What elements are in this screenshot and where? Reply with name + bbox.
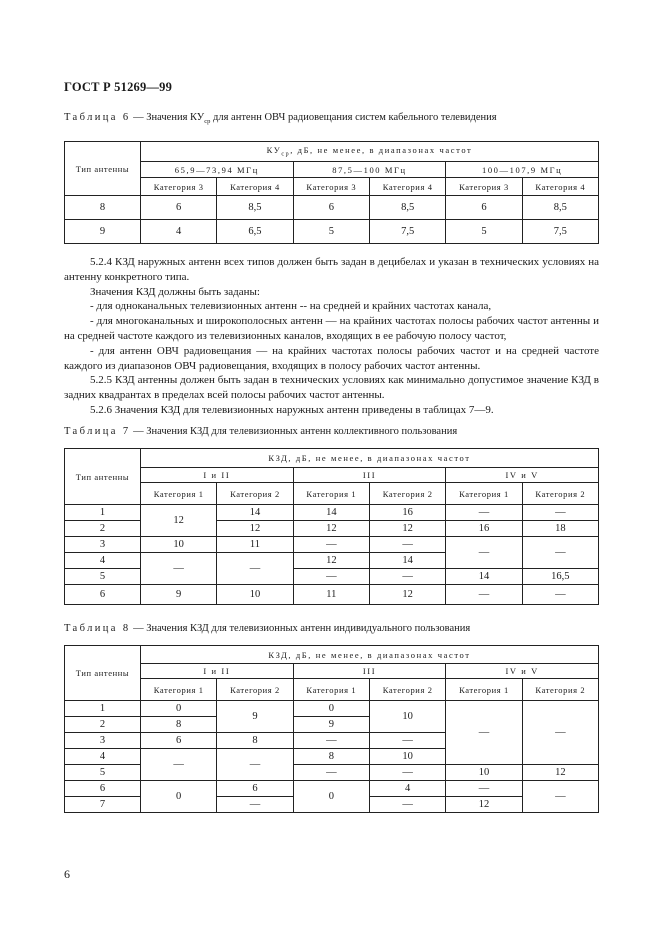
- table-cell: —: [522, 701, 598, 765]
- table-row: [65, 537, 599, 553]
- table-cell: —: [522, 505, 598, 521]
- table7-band-2: III: [293, 468, 446, 483]
- table-cell: —: [141, 553, 217, 585]
- table8-group-header: КЗД, дБ, не менее, в диапазонах частот: [141, 646, 599, 664]
- table-cell: 7: [65, 797, 141, 813]
- table-cell: 12: [141, 505, 217, 537]
- table-cell: —: [446, 781, 522, 797]
- table-cell: 4: [65, 553, 141, 569]
- table-cell: 2: [65, 717, 141, 733]
- table-row: [65, 781, 599, 797]
- table-cell: 10: [369, 749, 445, 765]
- table8-col-type: Тип антенны: [65, 646, 141, 701]
- table-cell: 16,5: [522, 569, 598, 585]
- table-cell: —: [141, 749, 217, 781]
- table7-caption: [64, 426, 457, 437]
- table-cell: 9: [217, 701, 293, 733]
- table-cell: —: [369, 765, 445, 781]
- table7-col-type: Тип антенны: [65, 449, 141, 505]
- table7-band-1: I и II: [141, 468, 294, 483]
- table-cell: 12: [522, 765, 598, 781]
- table-cell: 5: [446, 220, 522, 244]
- table-cell: 11: [293, 585, 369, 605]
- table-cell: 8,5: [522, 196, 598, 220]
- table-cell: 10: [141, 537, 217, 553]
- table8-band-3: IV и V: [446, 664, 599, 679]
- table-cell: —: [369, 537, 445, 553]
- table-cell: 12: [369, 585, 445, 605]
- table7: [64, 448, 599, 605]
- table8-cat: Категория 2: [522, 679, 598, 701]
- paragraph: - для многоканальных и широкополосных антенн — на крайних частотах полосы рабочих частот антенны и на средней частоте каждого из телевизионных каналов, входящих в ее рабочую полосу частот,: [64, 315, 599, 342]
- table6-band-1: 65,9—73,94 МГц: [141, 162, 294, 178]
- table-cell: 8: [217, 733, 293, 749]
- table-cell: 6,5: [217, 220, 293, 244]
- table-cell: 8: [141, 717, 217, 733]
- table-cell: 0: [141, 701, 217, 717]
- table-cell: —: [446, 537, 522, 569]
- table6-cat: Категория 4: [369, 178, 445, 196]
- paragraph: 5.2.6 Значения КЗД для телевизионных наружных антенн приведены в таблицах 7—9.: [90, 403, 494, 416]
- table-cell: 3: [65, 537, 141, 553]
- table-cell: 14: [369, 553, 445, 569]
- table-cell: 10: [369, 701, 445, 733]
- table8-caption: [64, 623, 470, 634]
- table-row: [65, 220, 599, 244]
- table6-cat: Категория 4: [522, 178, 598, 196]
- table6-cat: Категория 3: [293, 178, 369, 196]
- table-cell: 9: [141, 585, 217, 605]
- table-cell: 12: [293, 553, 369, 569]
- table-cell: 4: [369, 781, 445, 797]
- table-cell: 3: [65, 733, 141, 749]
- table6: [64, 141, 599, 244]
- table-cell: 8,5: [369, 196, 445, 220]
- table8-band-2: III: [293, 664, 446, 679]
- table6-caption: [64, 112, 497, 125]
- table-cell: 8: [293, 749, 369, 765]
- page-number: 6: [64, 867, 70, 881]
- table7-band-3: IV и V: [446, 468, 599, 483]
- table8-caption-text: — Значения КЗД для телевизионных антенн индивидуального пользования: [130, 623, 471, 634]
- table-cell: 6: [65, 585, 141, 605]
- table-cell: 1: [65, 701, 141, 717]
- table8-cat: Категория 1: [141, 679, 217, 701]
- table-cell: 16: [446, 521, 522, 537]
- table6-band-2: 87,5—100 МГц: [293, 162, 446, 178]
- table-cell: —: [293, 569, 369, 585]
- paragraph: - для одноканальных телевизионных антенн -- на средней и крайних частотах канала,: [90, 300, 492, 313]
- table8-cat: Категория 2: [217, 679, 293, 701]
- table-cell: —: [446, 701, 522, 765]
- table6-caption-text: — Значения КУ: [130, 112, 205, 123]
- table6-band-3: 100—107,9 МГц: [446, 162, 599, 178]
- paragraph: Значения КЗД должны быть заданы:: [90, 285, 260, 298]
- table8-cat: Категория 1: [293, 679, 369, 701]
- table-cell: 12: [369, 521, 445, 537]
- table-cell: 12: [293, 521, 369, 537]
- table7-cat: Категория 2: [369, 483, 445, 505]
- table-cell: 4: [141, 220, 217, 244]
- table-cell: —: [522, 537, 598, 569]
- table-cell: 7,5: [369, 220, 445, 244]
- table-row: [65, 585, 599, 605]
- table8-band-1: I и II: [141, 664, 294, 679]
- paragraph: 5.2.4 КЗД наружных антенн всех типов должен быть задан в децибелах и указан в технических условиях на антенну конкретного типа.: [64, 256, 599, 283]
- table-cell: 5: [65, 569, 141, 585]
- table-cell: 10: [217, 585, 293, 605]
- table-cell: 6: [141, 733, 217, 749]
- table-cell: 0: [141, 781, 217, 813]
- table8: [64, 645, 599, 813]
- table6-cat: Категория 4: [217, 178, 293, 196]
- table-cell: 7,5: [522, 220, 598, 244]
- table6-caption-prefix: Таблица 6: [64, 112, 131, 123]
- table-cell: 12: [446, 797, 522, 813]
- table-row: [65, 701, 599, 717]
- table7-cat: Категория 2: [217, 483, 293, 505]
- table-cell: 6: [141, 196, 217, 220]
- table8-caption-prefix: Таблица 8: [64, 623, 131, 634]
- table-row: [65, 196, 599, 220]
- paragraph: 5.2.5 КЗД антенны должен быть задан в технических условиях как минимально допустимое значение КЗД в задних квадрантах в пределах всей полосы рабочих частот антенны.: [64, 374, 599, 402]
- table-cell: —: [217, 749, 293, 781]
- table-cell: —: [522, 585, 598, 605]
- table8-cat: Категория 2: [369, 679, 445, 701]
- table-cell: 6: [217, 781, 293, 797]
- table7-caption-prefix: Таблица 7: [64, 426, 131, 437]
- table-cell: 5: [293, 220, 369, 244]
- table6-cat: Категория 3: [446, 178, 522, 196]
- table-cell: —: [446, 585, 522, 605]
- table-cell: —: [217, 797, 293, 813]
- table-cell: 10: [446, 765, 522, 781]
- table-cell: 8,5: [217, 196, 293, 220]
- table-cell: —: [293, 537, 369, 553]
- table-cell: —: [522, 781, 598, 813]
- table6-cat: Категория 3: [141, 178, 217, 196]
- table6-col-type: Тип антенны: [65, 142, 141, 196]
- table-cell: 6: [446, 196, 522, 220]
- table-cell: 0: [293, 701, 369, 717]
- table-cell: —: [446, 505, 522, 521]
- table-cell: —: [217, 553, 293, 585]
- table7-cat: Категория 1: [446, 483, 522, 505]
- table-cell: —: [369, 797, 445, 813]
- table8-cat: Категория 1: [446, 679, 522, 701]
- table6-caption-rest: для антенн ОВЧ радиовещания систем кабельного телевидения: [210, 112, 497, 123]
- paragraph: - для антенн ОВЧ радиовещания — на крайних частотах полосы рабочих частот и на средней частоте каждого из диапазонов ОВЧ радиовещания, входящих в полосу рабочих частот антенны.: [64, 344, 599, 372]
- table-cell: 18: [522, 521, 598, 537]
- table7-caption-text: — Значения КЗД для телевизионных антенн коллективного пользования: [130, 426, 458, 437]
- table-cell: 16: [369, 505, 445, 521]
- table-row: [65, 505, 599, 521]
- table-cell: —: [369, 569, 445, 585]
- table-cell: —: [293, 733, 369, 749]
- table-cell: 14: [446, 569, 522, 585]
- table6-caption-sub: ср: [204, 118, 211, 126]
- table-cell: 6: [293, 196, 369, 220]
- table7-cat: Категория 2: [522, 483, 598, 505]
- table-cell: 5: [65, 765, 141, 781]
- table-cell: 4: [65, 749, 141, 765]
- table7-cat: Категория 1: [293, 483, 369, 505]
- table-cell: 2: [65, 521, 141, 537]
- table-cell: 14: [293, 505, 369, 521]
- table-cell: 1: [65, 505, 141, 521]
- table6-group-header: $КУ_{ср}$, дБ, не менее, в диапазонах частот: [141, 142, 599, 162]
- table-cell: 12: [217, 521, 293, 537]
- table-cell: 9: [65, 220, 141, 244]
- table-cell: 0: [293, 781, 369, 813]
- table-cell: —: [369, 733, 445, 749]
- table-cell: 14: [217, 505, 293, 521]
- body-text: [64, 255, 599, 418]
- standard-header: ГОСТ Р 51269—99: [64, 80, 173, 94]
- table7-group-header: КЗД, дБ, не менее, в диапазонах частот: [141, 449, 599, 468]
- table-cell: 8: [65, 196, 141, 220]
- table-cell: 11: [217, 537, 293, 553]
- table-cell: 9: [293, 717, 369, 733]
- table7-cat: Категория 1: [141, 483, 217, 505]
- table-cell: 6: [65, 781, 141, 797]
- table-cell: —: [293, 765, 369, 781]
